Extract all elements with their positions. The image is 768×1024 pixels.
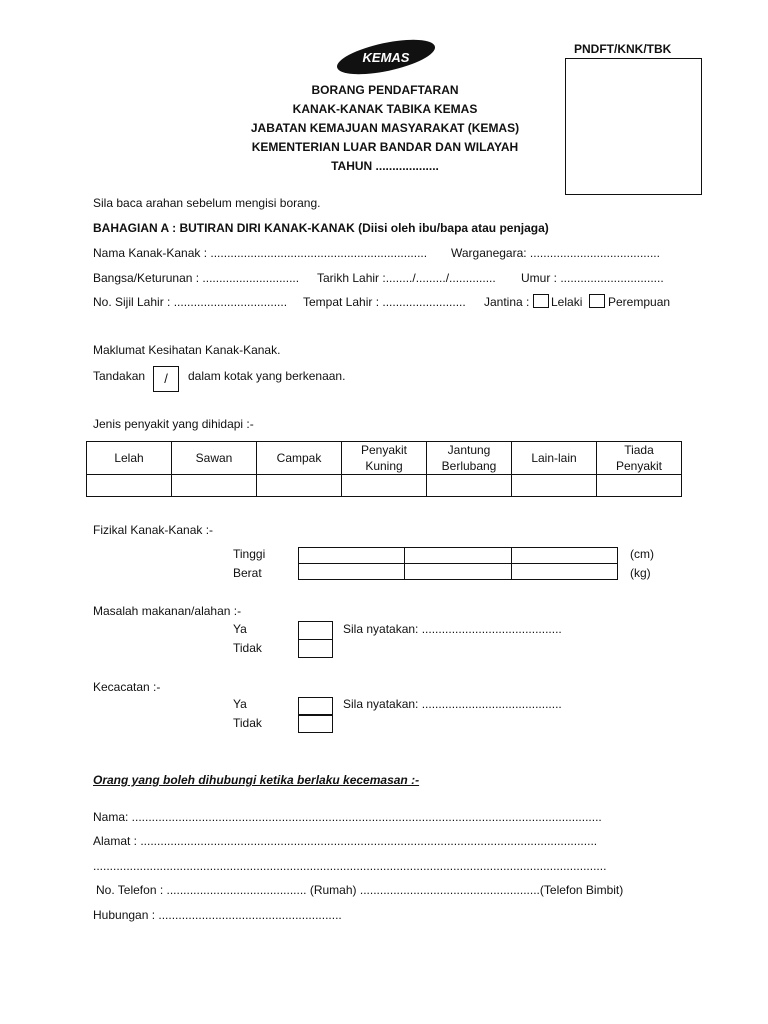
food-no-label: Tidak — [233, 641, 262, 655]
kemas-logo — [334, 38, 438, 76]
weight-cell[interactable] — [299, 564, 405, 580]
food-heading: Masalah makanan/alahan :- — [93, 604, 242, 618]
disease-cell-jaundice[interactable] — [342, 475, 427, 497]
child-name-field[interactable]: Nama Kanak-Kanak : ................................................................. — [93, 246, 428, 260]
height-label: Tinggi — [233, 547, 266, 561]
male-checkbox[interactable] — [533, 294, 549, 308]
birth-place-field[interactable]: Tempat Lahir : ......................... — [303, 295, 466, 309]
emergency-address-field[interactable]: Alamat : ......................................................................................................................................... — [93, 834, 598, 848]
photo-box — [565, 58, 702, 195]
disease-cell-asthma[interactable] — [87, 475, 172, 497]
disability-heading: Kecacatan :- — [93, 680, 161, 694]
reference-code: PNDFT/KNK/TBK — [574, 42, 672, 56]
height-cell[interactable] — [511, 548, 617, 564]
male-label: Lelaki — [551, 295, 583, 309]
female-label: Perempuan — [608, 295, 671, 309]
weight-cell[interactable] — [511, 564, 617, 580]
diseases-table — [86, 441, 682, 497]
disability-no-checkbox[interactable] — [298, 714, 333, 733]
birth-date-field[interactable]: Tarikh Lahir :......../........./.............. — [317, 271, 496, 285]
disease-cell-none[interactable] — [597, 475, 682, 497]
physical-grid — [298, 547, 618, 580]
tick-instruction-prefix: Tandakan — [93, 369, 146, 383]
disease-cell-heart-hole[interactable] — [427, 475, 512, 497]
disease-cell-measles[interactable] — [257, 475, 342, 497]
disease-cell-others[interactable] — [512, 475, 597, 497]
height-cell[interactable] — [405, 548, 511, 564]
food-yes-checkbox[interactable] — [298, 621, 333, 640]
age-field[interactable]: Umur : ............................... — [521, 271, 664, 285]
disability-no-label: Tidak — [233, 716, 262, 730]
birth-cert-field[interactable]: No. Sijil Lahir : .................................. — [93, 295, 288, 309]
ministry-title: KEMENTERIAN LUAR BANDAR DAN WILAYAH — [251, 140, 519, 154]
section-a-heading: BAHAGIAN A : BUTIRAN DIRI KANAK-KANAK (Diisi oleh ibu/bapa atau penjaga) — [93, 221, 549, 235]
disease-header-others: Lain-lain — [512, 442, 597, 475]
health-heading: Maklumat Kesihatan Kanak-Kanak. — [93, 343, 281, 357]
food-specify-field[interactable]: Sila nyatakan: .......................................... — [343, 622, 562, 636]
emergency-phone-field[interactable]: No. Telefon : .......................................... (Rumah) ......................................................(Telefon Bimbit) — [96, 883, 624, 897]
logo-text: KEMAS — [362, 50, 410, 65]
form-subtitle: KANAK-KANAK TABIKA KEMAS — [292, 102, 478, 116]
disease-header-asthma: Lelah — [87, 442, 172, 475]
physical-heading: Fizikal Kanak-Kanak :- — [93, 523, 214, 537]
emergency-address-line2[interactable]: .......................................................................................................................................................... — [93, 859, 607, 873]
citizenship-field[interactable]: Warganegara: ....................................... — [451, 246, 660, 260]
disease-header-heart-hole: Jantung Berlubang — [427, 442, 512, 475]
emergency-relationship-field[interactable]: Hubungan : ....................................................... — [93, 908, 342, 922]
height-unit: (cm) — [630, 547, 654, 561]
disease-header-epilepsy: Sawan — [172, 442, 257, 475]
tick-instruction-suffix: dalam kotak yang berkenaan. — [188, 369, 346, 383]
year-title: TAHUN ................... — [331, 159, 439, 173]
disease-header-jaundice: Penyakit Kuning — [342, 442, 427, 475]
disease-cell-epilepsy[interactable] — [172, 475, 257, 497]
disability-specify-field[interactable]: Sila nyatakan: .......................................... — [343, 697, 562, 711]
tick-mark: / — [164, 371, 168, 386]
weight-label: Berat — [233, 566, 262, 580]
department-title: JABATAN KEMAJUAN MASYARAKAT (KEMAS) — [250, 121, 520, 135]
disability-yes-label: Ya — [233, 697, 247, 711]
gender-label: Jantina : — [484, 295, 530, 309]
tick-example-box — [153, 366, 179, 392]
emergency-name-field[interactable]: Nama: ............................................................................................................................................. — [93, 810, 602, 824]
female-checkbox[interactable] — [589, 294, 605, 308]
food-yes-label: Ya — [233, 622, 247, 636]
emergency-heading: Orang yang boleh dihubungi ketika berlaku kecemasan :- — [93, 773, 420, 787]
height-cell[interactable] — [299, 548, 405, 564]
weight-cell[interactable] — [405, 564, 511, 580]
disease-header-none: Tiada Penyakit — [597, 442, 682, 475]
weight-unit: (kg) — [630, 566, 651, 580]
form-title: BORANG PENDAFTARAN — [311, 83, 459, 97]
food-no-checkbox[interactable] — [298, 639, 333, 658]
instruction-text: Sila baca arahan sebelum mengisi borang. — [93, 196, 321, 210]
diseases-label: Jenis penyakit yang dihidapi :- — [93, 417, 254, 431]
disease-header-measles: Campak — [257, 442, 342, 475]
race-field[interactable]: Bangsa/Keturunan : ............................. — [93, 271, 300, 285]
